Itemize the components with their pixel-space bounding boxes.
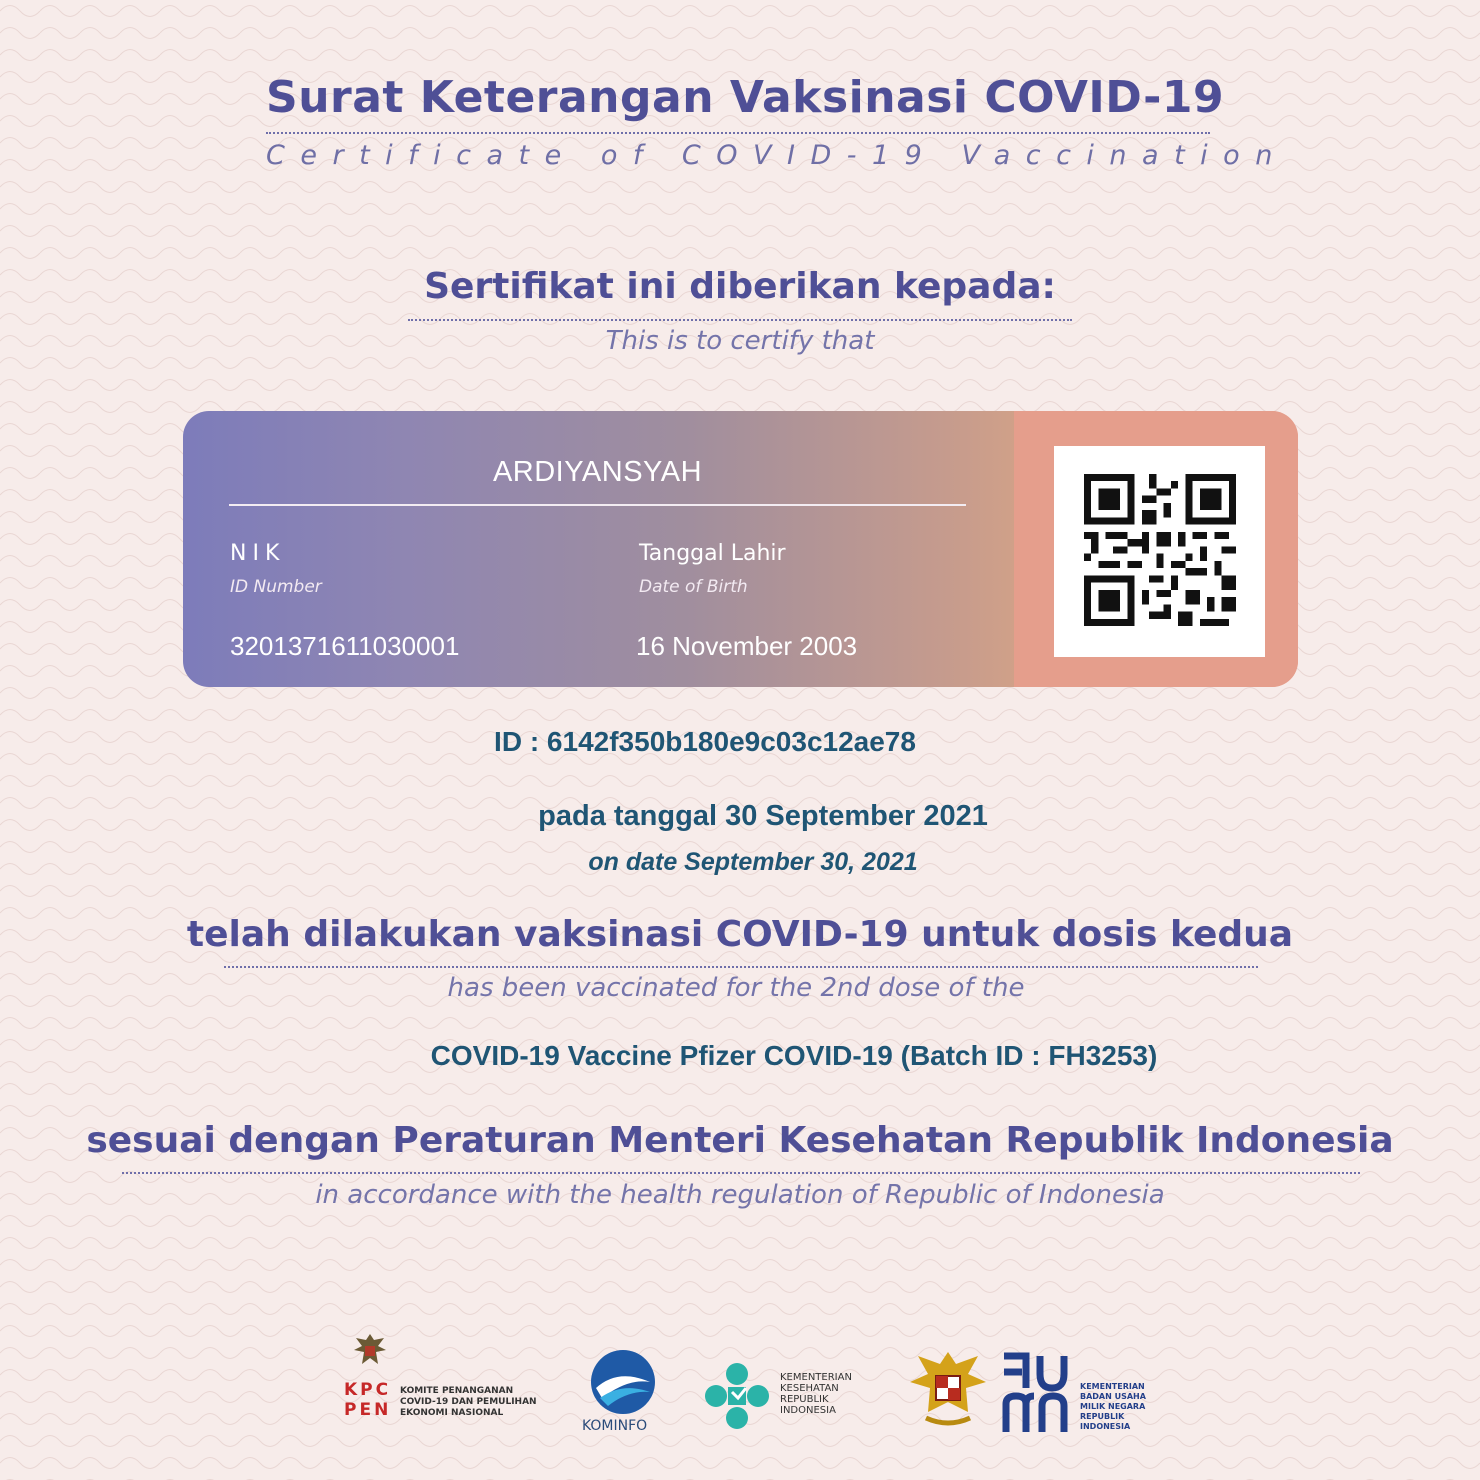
certificate-title: Surat Keterangan Vaksinasi COVID-19	[266, 72, 1225, 123]
dob-value: 16 November 2003	[636, 631, 858, 661]
nik-value: 3201371611030001	[230, 631, 460, 661]
vaccination-heading-en: has been vaccinated for the 2nd dose of the	[447, 973, 1025, 1003]
kemenkes-text-line: KESEHATAN	[780, 1383, 839, 1394]
title-divider	[266, 132, 1210, 134]
dob-label: Tanggal Lahir	[639, 541, 786, 566]
kpcpen-mark-top: KPC	[344, 1380, 392, 1400]
kemenkes-icon	[702, 1360, 772, 1432]
kpcpen-mark-bottom: PEN	[344, 1400, 392, 1420]
bumn-text-line: INDONESIA	[1080, 1422, 1131, 1431]
kemenkes-text	[780, 1372, 852, 1416]
garuda-pancasila-icon	[906, 1348, 990, 1436]
regulation-heading-divider	[122, 1172, 1360, 1174]
bumn-text-line: KEMENTERIAN	[1080, 1382, 1145, 1391]
bumn-text	[1080, 1382, 1146, 1432]
garuda-logo	[906, 1348, 996, 1440]
kemenkes-text-line: KEMENTERIAN	[780, 1372, 852, 1383]
kpcpen-text-line: EKONOMI NASIONAL	[400, 1408, 504, 1418]
nik-label-en: ID Number	[230, 577, 322, 597]
bumn-text-line: REPUBLIK	[1080, 1412, 1125, 1421]
bumn-logo	[1000, 1350, 1150, 1440]
regulation-heading: sesuai dengan Peraturan Menteri Kesehatan Republik Indonesia	[86, 1120, 1394, 1161]
kpcpen-text-line: COVID-19 DAN PEMULIHAN	[400, 1397, 537, 1407]
qr-code[interactable]	[1054, 446, 1265, 657]
kpcpen-logo	[340, 1330, 560, 1440]
kemenkes-text-line: REPUBLIK	[780, 1394, 829, 1405]
dob-label-en: Date of Birth	[639, 577, 748, 597]
recipient-name: ARDIYANSYAH	[492, 456, 703, 488]
kpcpen-text	[400, 1386, 537, 1419]
certificate-id: ID : 6142f350b180e9c03c12ae78	[494, 726, 916, 757]
vaccination-heading-divider	[224, 966, 1258, 968]
recipient-card	[183, 411, 1298, 687]
kominfo-logo	[578, 1348, 668, 1438]
qr-code-icon	[1084, 474, 1236, 626]
regulation-heading-en: in accordance with the health regulation of Republic of Indonesia	[315, 1180, 1165, 1210]
kominfo-text: KOMINFO	[582, 1418, 648, 1434]
kemenkes-text-line: INDONESIA	[780, 1405, 836, 1416]
bumn-icon	[1000, 1350, 1070, 1436]
nik-label: NIK	[230, 541, 286, 566]
bumn-text-line: BADAN USAHA	[1080, 1392, 1146, 1401]
certificate-subtitle: Certificate of COVID-19 Vaccination	[266, 140, 1288, 171]
bumn-text-line: MILIK NEGARA	[1080, 1402, 1146, 1411]
recipient-heading-en: This is to certify that	[605, 326, 875, 356]
vaccination-date-en: on date September 30, 2021	[588, 848, 918, 876]
card-divider	[229, 504, 966, 506]
vaccination-heading: telah dilakukan vaksinasi COVID-19 untuk dosis kedua	[186, 914, 1294, 955]
kominfo-icon	[588, 1348, 658, 1416]
recipient-heading: Sertifikat ini diberikan kepada:	[424, 266, 1056, 307]
garuda-small-icon	[350, 1330, 390, 1376]
kpcpen-text-line: KOMITE PENANGANAN	[400, 1386, 514, 1396]
vaccination-date: pada tanggal 30 September 2021	[538, 800, 988, 832]
kemenkes-logo	[702, 1360, 872, 1440]
vaccine-info: COVID-19 Vaccine Pfizer COVID-19 (Batch ID : FH3253)	[430, 1040, 1158, 1071]
recipient-heading-divider	[408, 319, 1072, 321]
